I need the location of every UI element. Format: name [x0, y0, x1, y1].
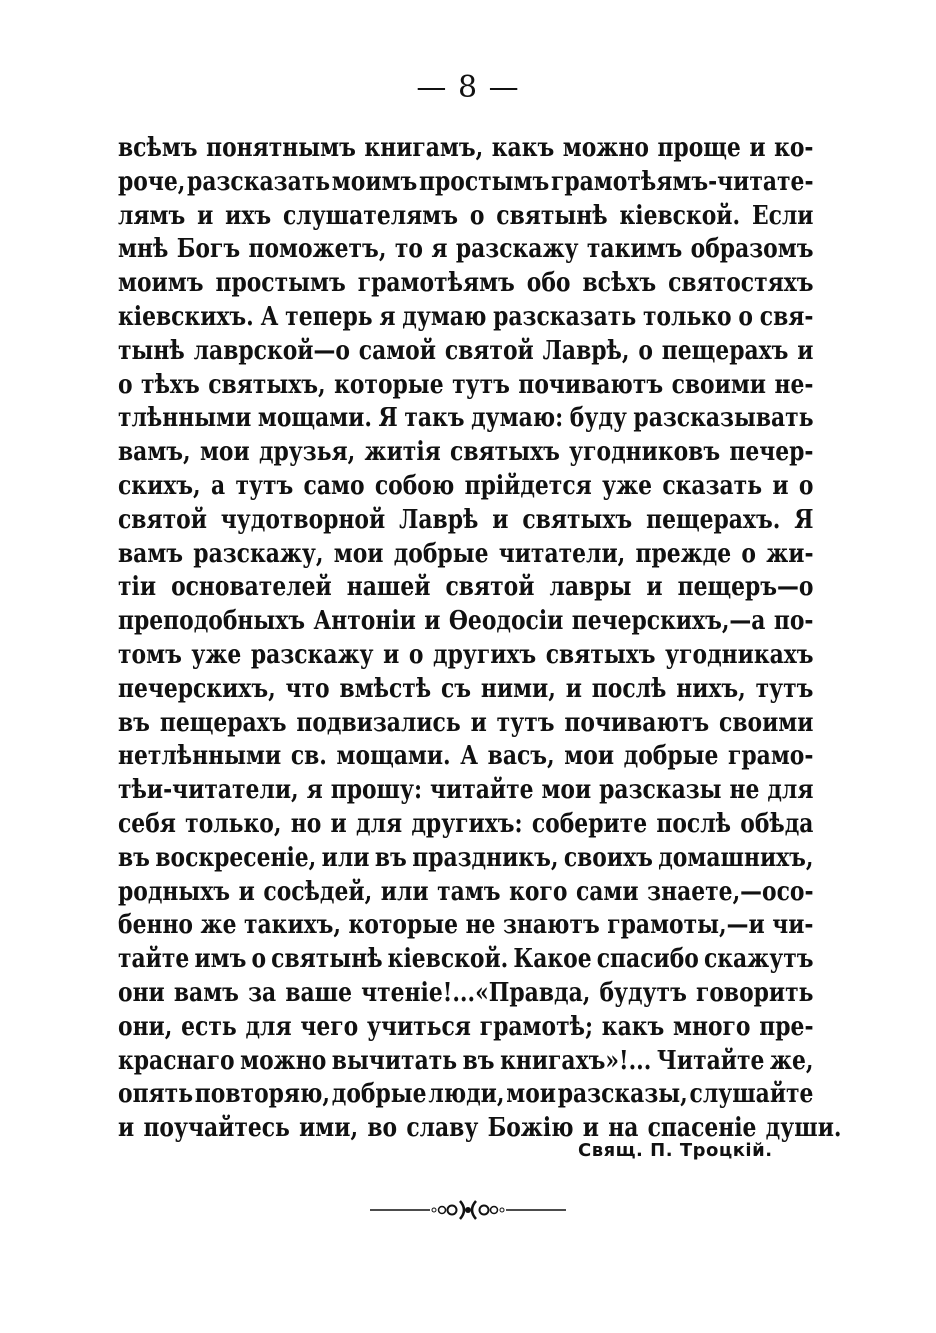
word: вмѣстѣ: [339, 673, 432, 704]
word: Лаврѣ,: [542, 335, 630, 366]
text-line: [118, 402, 814, 436]
word: пещеръ—о: [677, 572, 814, 603]
word: нашей: [346, 572, 431, 603]
word: теперь: [285, 301, 373, 332]
word: своими: [719, 707, 814, 738]
word: сами: [575, 876, 639, 907]
word: святыхъ: [450, 437, 560, 468]
word: только,: [185, 808, 282, 839]
word: мощами.: [336, 741, 451, 772]
word: другихъ:: [411, 808, 523, 839]
word: бенно: [118, 910, 194, 941]
text-line: [118, 200, 814, 234]
word: уже: [191, 639, 242, 670]
word: повторяю,: [194, 1079, 331, 1110]
word: и: [565, 673, 582, 704]
word: добрые: [623, 741, 719, 772]
word: угодниковъ: [569, 437, 721, 468]
word: святынѣ: [271, 944, 383, 975]
word: тутъ: [235, 470, 294, 501]
text-line: [118, 943, 814, 977]
word: свя-: [759, 301, 814, 332]
word: ими,: [299, 1113, 359, 1144]
word: и: [238, 876, 255, 907]
word: поможетъ,: [248, 234, 387, 265]
word: Лаврѣ: [399, 504, 479, 535]
word: своихъ: [563, 842, 653, 873]
word: поучайтесь: [143, 1113, 290, 1144]
word: опять: [118, 1079, 194, 1110]
word: житія: [364, 437, 441, 468]
word: васъ,: [487, 741, 555, 772]
word: простымъ: [418, 166, 550, 197]
text-line: [118, 707, 814, 741]
word: разсказы,: [557, 1079, 688, 1110]
word: добрые: [331, 1079, 427, 1110]
word: и: [197, 200, 214, 231]
word: друзья,: [258, 437, 356, 468]
word: послѣ: [591, 673, 667, 704]
word: и: [424, 606, 441, 637]
word: о: [741, 538, 756, 569]
word: такъ: [404, 403, 465, 434]
text-line: [118, 673, 814, 707]
word: прійдется: [464, 470, 592, 501]
word: и: [582, 1113, 600, 1144]
word: о: [798, 470, 814, 501]
word: прошу:: [330, 775, 423, 806]
word: можно: [240, 1045, 327, 1076]
word: почиваютъ: [564, 707, 710, 738]
word: можно: [562, 133, 649, 163]
word: роче,: [118, 166, 186, 197]
text-line: [118, 774, 814, 808]
word: кіевскихъ.: [118, 301, 254, 332]
word: и: [772, 470, 789, 501]
word: учиться: [366, 1011, 471, 1042]
word: въ: [462, 1045, 495, 1076]
word: нетлѣнными: [118, 741, 282, 772]
text-line: [118, 639, 814, 673]
word: прежде: [635, 538, 732, 569]
word: кіевской.: [619, 200, 741, 231]
text-line: [118, 301, 814, 335]
word: о: [251, 944, 267, 975]
word: Ѳеодосіи: [448, 606, 564, 637]
text-line: [118, 233, 814, 267]
word: знаютъ: [502, 910, 600, 941]
word: чудотворной: [220, 504, 386, 535]
text-line: [118, 470, 814, 504]
word: вамъ,: [118, 437, 191, 468]
word: скажутъ: [703, 944, 814, 975]
word: печер-: [729, 437, 814, 468]
word: читатели,: [498, 538, 626, 569]
word: грамотѣямъ-читате-: [550, 166, 814, 197]
word: обѣда: [740, 808, 814, 839]
word: и: [646, 572, 663, 603]
word: воскресеніе,: [155, 842, 317, 873]
word: разскажу: [455, 234, 579, 265]
word: слушателямъ: [283, 200, 459, 231]
word: или: [380, 876, 429, 907]
word: люди,: [428, 1079, 505, 1110]
word: самой: [358, 335, 436, 366]
text-line: [118, 132, 814, 166]
word: жи-: [766, 538, 814, 569]
word: мои: [506, 1079, 556, 1110]
word: Читайте: [656, 1045, 765, 1076]
word: Божію: [487, 1113, 574, 1144]
word: сказать: [662, 470, 763, 501]
word: другихъ: [433, 639, 537, 670]
body-text: [118, 132, 842, 1146]
word: о: [738, 301, 753, 332]
word: же,: [769, 1045, 814, 1076]
word: вамъ: [173, 977, 239, 1008]
text-line: [118, 571, 814, 605]
text-line: [118, 605, 814, 639]
word: тамъ: [437, 876, 501, 907]
word: праздникъ,: [412, 842, 559, 873]
word: вамъ: [118, 538, 184, 569]
word: образомъ: [690, 234, 814, 265]
word: я: [379, 301, 396, 332]
word: съ: [440, 673, 472, 704]
word: ко-: [774, 133, 814, 163]
word: грамо-: [728, 741, 814, 772]
text-line: [118, 504, 814, 538]
word: Антоніи: [313, 606, 416, 637]
word: Если: [751, 200, 814, 231]
word: печерскихъ,—а: [571, 606, 766, 637]
word: всѣмъ: [118, 133, 198, 163]
page-number: — 8 —: [416, 70, 520, 105]
word: только: [642, 301, 732, 332]
word: и: [797, 335, 814, 366]
word: пещерахъ.: [646, 504, 781, 535]
word: себя: [118, 808, 176, 839]
word: они: [118, 977, 165, 1008]
word: имъ: [194, 944, 247, 975]
word: грамоты,—и: [607, 910, 765, 941]
word: они,: [118, 1011, 173, 1042]
word: и: [383, 639, 400, 670]
word: такихъ,: [244, 910, 342, 941]
word: своими: [671, 369, 767, 400]
word: книгахъ»!...: [500, 1045, 652, 1076]
text-line: [118, 876, 814, 910]
word: много: [673, 1011, 751, 1042]
word: соберите: [531, 808, 648, 839]
word: мощами.: [257, 403, 372, 434]
word: почиваютъ: [518, 369, 664, 400]
word: вычитать: [331, 1045, 458, 1076]
word: тутъ: [755, 673, 814, 704]
word: кіевской.: [387, 944, 509, 975]
word: о: [118, 369, 133, 400]
word: не-: [774, 369, 814, 400]
word: святой: [444, 335, 534, 366]
word: есть: [181, 1011, 237, 1042]
word: святыхъ: [522, 504, 633, 535]
word: печерскихъ,: [118, 673, 276, 704]
word: чи-: [772, 910, 814, 941]
word: буду: [569, 403, 627, 434]
word: для: [245, 1011, 292, 1042]
word: разсказы: [599, 775, 722, 806]
word: и: [118, 1113, 135, 1144]
word: пещерахъ: [661, 335, 789, 366]
word: книгамъ,: [364, 133, 484, 163]
word: и: [492, 504, 509, 535]
word: мои: [564, 741, 615, 772]
word: души.: [765, 1113, 842, 1144]
word: тлѣнными: [118, 403, 252, 434]
word: на: [608, 1113, 639, 1144]
word: моимъ: [331, 166, 418, 197]
word: въ: [374, 842, 407, 873]
word: ихъ: [225, 200, 272, 231]
word: тутъ: [452, 369, 510, 400]
word: не: [729, 775, 760, 806]
word: читайте: [430, 775, 534, 806]
word: ними,: [480, 673, 556, 704]
word: или: [321, 842, 370, 873]
word: знаете,—осо-: [647, 876, 814, 907]
word: я: [431, 234, 448, 265]
word: послѣ: [656, 808, 731, 839]
text-line: [118, 267, 814, 301]
word: о: [469, 200, 485, 231]
text-line: [118, 538, 814, 572]
text-line: [118, 909, 814, 943]
text-line: [118, 808, 814, 842]
word: тіи: [118, 572, 157, 603]
word: святынѣ: [496, 200, 608, 231]
word: и: [470, 707, 487, 738]
word: спасибо: [596, 944, 699, 975]
word: понятнымъ: [206, 133, 356, 163]
text-line: [118, 335, 814, 369]
word: скихъ,: [118, 470, 201, 501]
word: кого: [509, 876, 568, 907]
word: мои: [333, 538, 384, 569]
word: какъ: [491, 133, 555, 163]
word: родныхъ: [118, 876, 231, 907]
word: А: [460, 741, 479, 772]
word: домашнихъ,: [658, 842, 814, 873]
text-line: [118, 1011, 814, 1045]
word: тынѣ: [118, 335, 185, 366]
word: въ: [118, 707, 150, 738]
text-line: [118, 436, 814, 470]
word: разсказывать: [633, 403, 814, 434]
word: думаю:: [471, 403, 564, 434]
text-line: [118, 740, 814, 774]
word: мои: [199, 437, 250, 468]
word: святой: [118, 504, 207, 535]
word: и: [330, 808, 347, 839]
word: которые: [334, 369, 444, 400]
word: по-: [773, 606, 814, 637]
word: такимъ: [586, 234, 683, 265]
word: тутъ: [496, 707, 555, 738]
author-signature: Свящ. П. Троцкій.: [578, 1140, 773, 1161]
word: Я: [378, 403, 398, 434]
word: моимъ: [118, 268, 204, 299]
text-line: [118, 842, 814, 876]
word: слушайте: [689, 1079, 814, 1110]
word: преподобныхъ: [118, 606, 306, 637]
word: всѣхъ: [582, 268, 657, 299]
word: о: [408, 639, 424, 670]
word: простымъ: [215, 268, 346, 299]
word: лямъ: [118, 200, 186, 231]
word: же: [200, 910, 237, 941]
word: тѣхъ: [141, 369, 200, 400]
word: тайте: [118, 944, 190, 975]
word: грамотѣямъ: [357, 268, 515, 299]
word: чтеніе!...«Правда,: [361, 977, 591, 1008]
word: разсказать: [493, 301, 637, 332]
word: Богъ: [176, 234, 241, 265]
text-line: [118, 977, 814, 1011]
word: думаю: [402, 301, 487, 332]
word: томъ: [118, 639, 182, 670]
word: уже: [602, 470, 653, 501]
word: о: [638, 335, 653, 366]
word: нихъ,: [676, 673, 746, 704]
word: не: [465, 910, 496, 941]
word: святыхъ: [545, 639, 656, 670]
text-line: [118, 369, 814, 403]
word: Какое: [513, 944, 592, 975]
word: краснаго: [118, 1045, 235, 1076]
word: которые: [348, 910, 459, 941]
word: Я: [794, 504, 814, 535]
word: спасеніе: [647, 1113, 757, 1144]
word: А: [260, 301, 279, 332]
word: угодникахъ: [665, 639, 814, 670]
word: лаврской—о: [193, 335, 350, 366]
word: проще: [657, 133, 741, 163]
word: добрые: [393, 538, 489, 569]
word: за: [248, 977, 277, 1008]
text-line: [118, 166, 814, 200]
word: славу: [406, 1113, 479, 1144]
word: лавры: [549, 572, 632, 603]
word: для: [356, 808, 403, 839]
word: святой: [445, 572, 535, 603]
word: что: [285, 673, 330, 704]
word: ваше: [285, 977, 353, 1008]
word: но: [290, 808, 322, 839]
word: пре-: [759, 1011, 814, 1042]
word: чего: [300, 1011, 359, 1042]
word: какъ: [601, 1011, 665, 1042]
word: пещерахъ: [159, 707, 287, 738]
word: святостяхъ: [668, 268, 814, 299]
word: тѣи-читатели,: [118, 775, 299, 806]
word: во: [367, 1113, 398, 1144]
word: собою: [374, 470, 455, 501]
ornament-divider-icon: [368, 1195, 568, 1225]
word: само: [303, 470, 365, 501]
word: говорить: [695, 977, 814, 1008]
word: для: [767, 775, 814, 806]
text-line: [118, 1045, 814, 1079]
word: а: [210, 470, 226, 501]
word: и: [749, 133, 766, 163]
word: разсказать: [187, 166, 331, 197]
word: разскажу: [250, 639, 374, 670]
word: основателей: [171, 572, 332, 603]
word: святыхъ,: [208, 369, 326, 400]
word: подвизались: [296, 707, 461, 738]
word: то: [394, 234, 423, 265]
word: въ: [118, 842, 150, 873]
word: обо: [526, 268, 571, 299]
word: разскажу,: [193, 538, 324, 569]
word: мнѣ: [118, 234, 169, 265]
word: св.: [290, 741, 327, 772]
text-line: [118, 1078, 814, 1112]
word: мои: [541, 775, 592, 806]
word: я: [306, 775, 323, 806]
word: грамотѣ;: [479, 1011, 594, 1042]
word: сосѣдей,: [263, 876, 373, 907]
word: будутъ: [599, 977, 687, 1008]
